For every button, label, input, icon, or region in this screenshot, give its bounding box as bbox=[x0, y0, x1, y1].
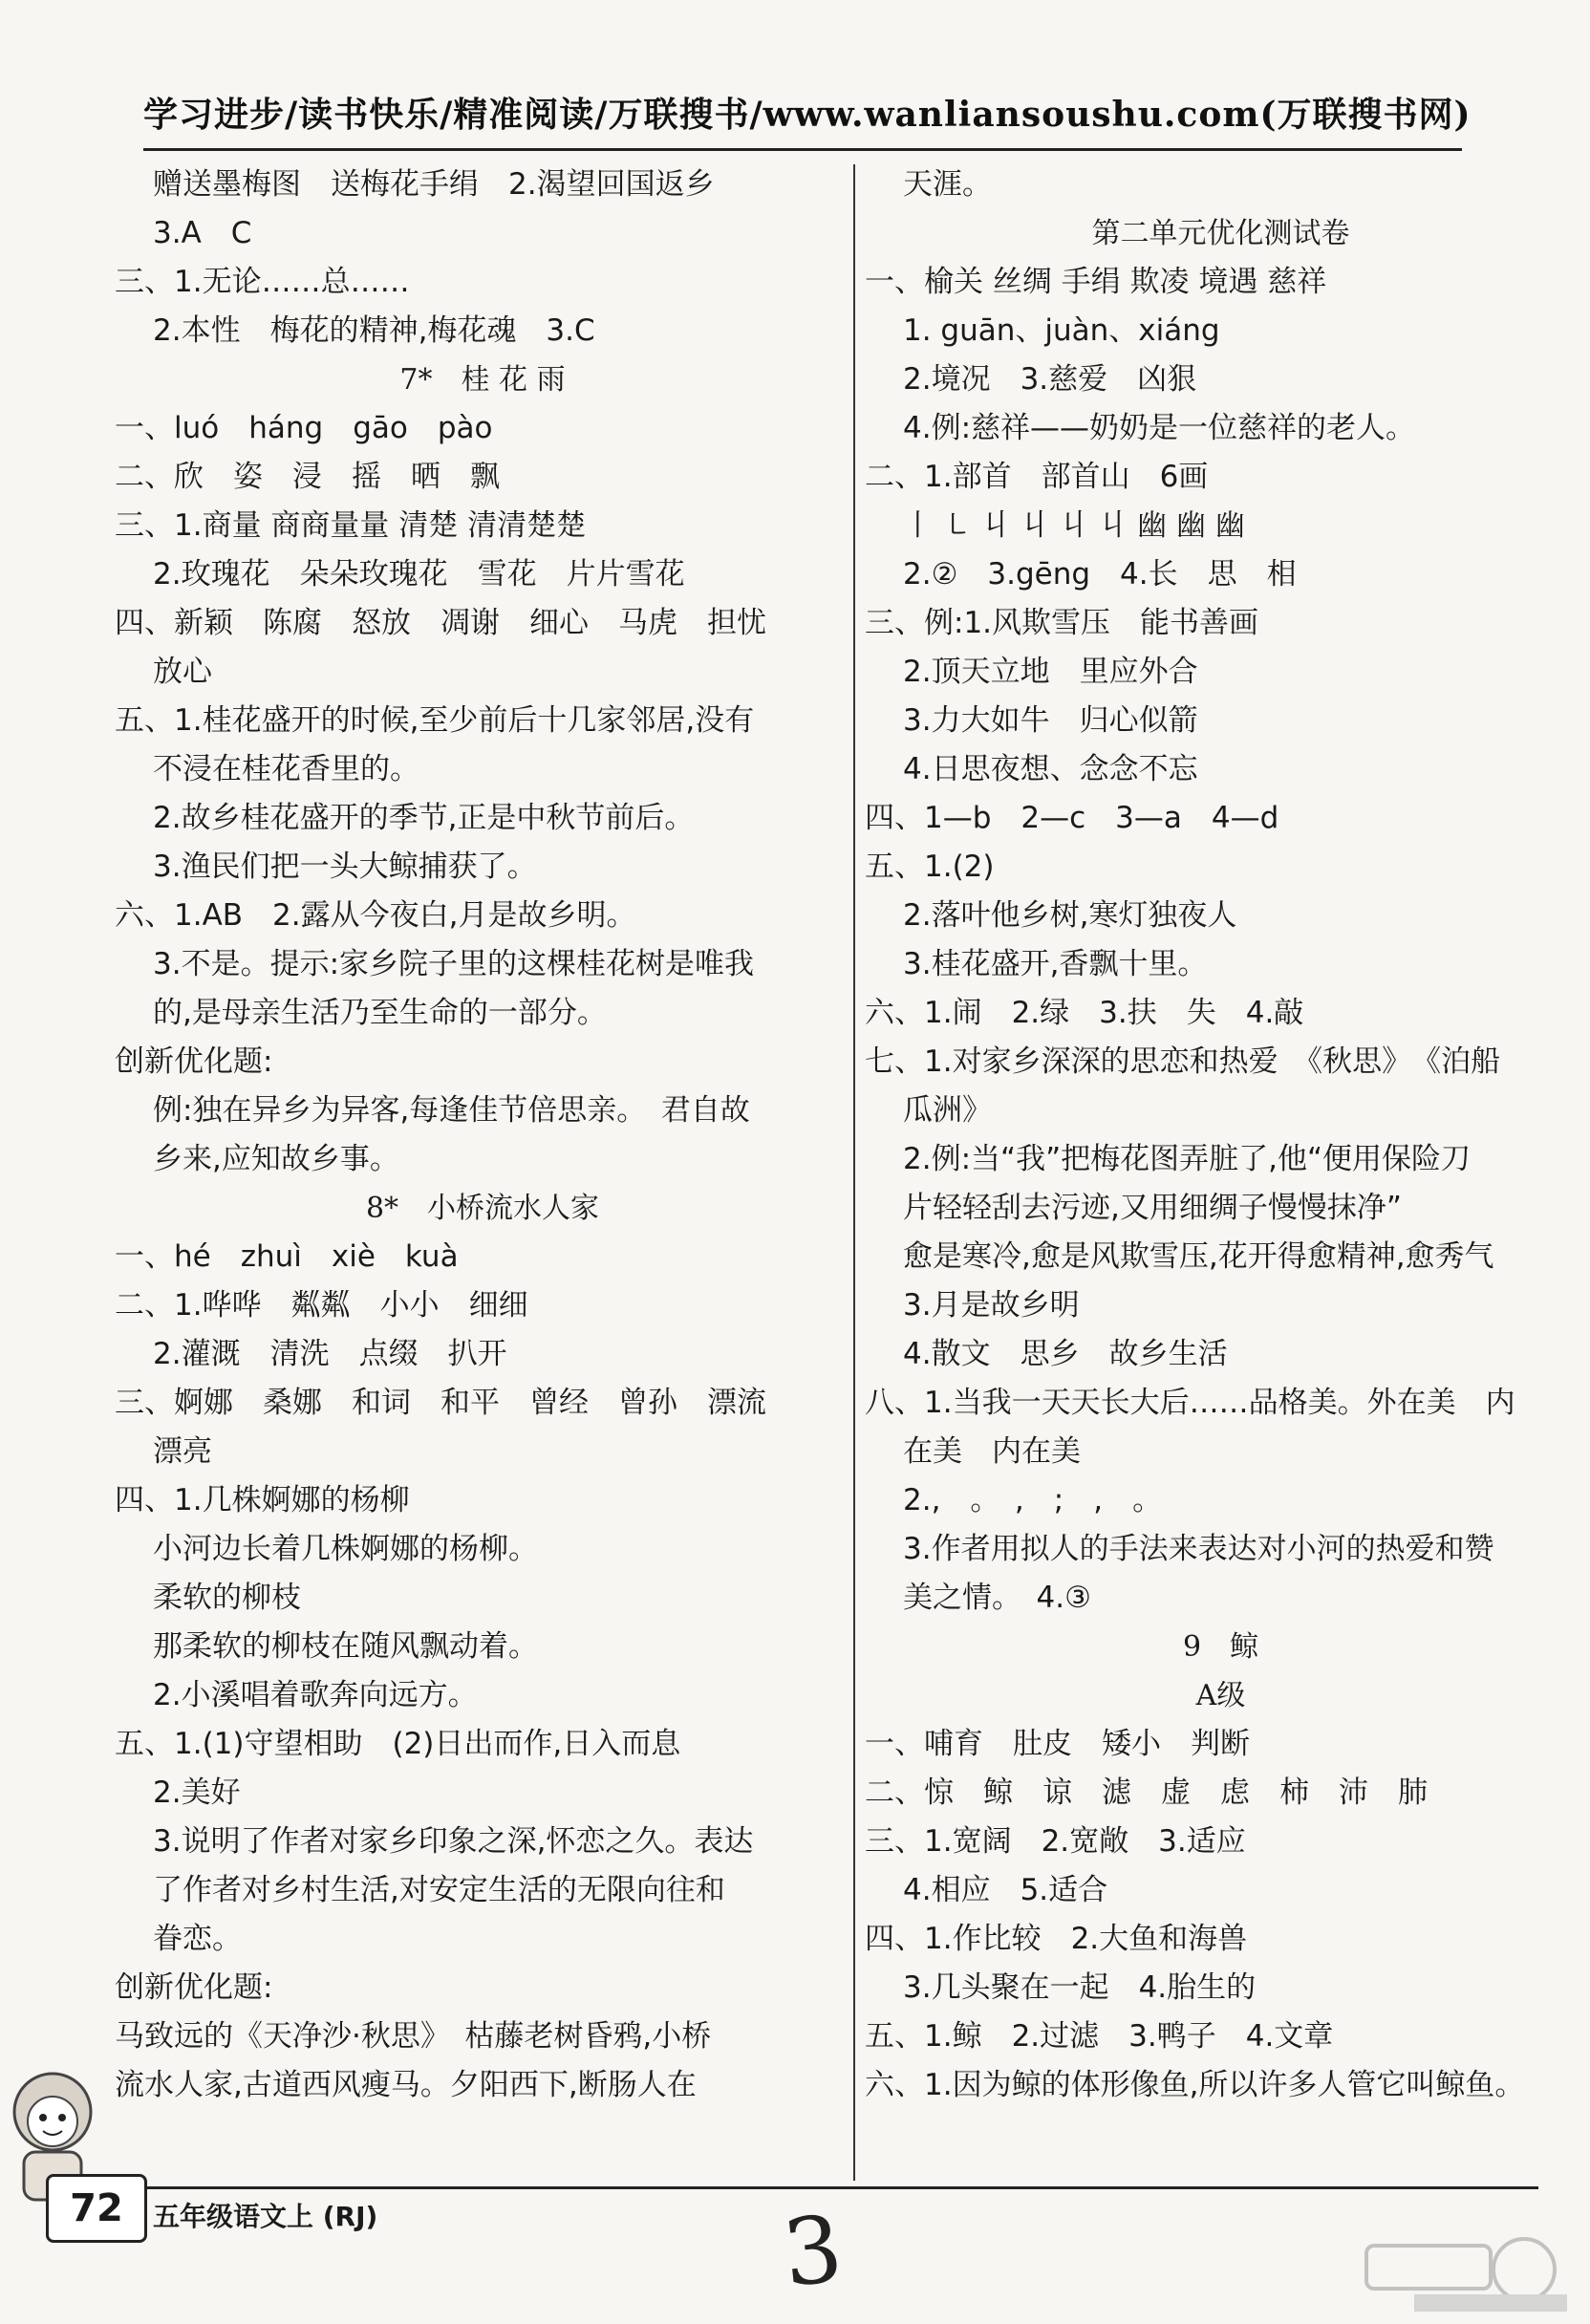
column-divider bbox=[853, 164, 855, 2181]
footer-rule bbox=[143, 2186, 1538, 2189]
left-line: 三、1.无论……总…… bbox=[115, 265, 410, 299]
left-line: 四、1.几株婀娜的杨柳 bbox=[115, 1483, 410, 1517]
left-line: 二、欣 姿 浸 摇 晒 飘 bbox=[115, 460, 500, 494]
left-line: 柔软的柳枝 bbox=[153, 1581, 301, 1615]
right-line: 第二单元优化测试卷 bbox=[1091, 217, 1350, 250]
left-line: 眷恋。 bbox=[153, 1922, 242, 1956]
right-line: 2.落叶他乡树,寒灯独夜人 bbox=[903, 898, 1237, 933]
right-line: 4.例:慈祥——奶奶是一位慈祥的老人。 bbox=[903, 411, 1416, 445]
left-line: 7* 桂 花 雨 bbox=[399, 363, 566, 397]
right-line: 片轻轻刮去污迹,又用细绸子慢慢抹净” bbox=[903, 1191, 1402, 1225]
right-line: 二、惊 鲸 谅 滤 虚 虑 柿 沛 肺 bbox=[865, 1775, 1428, 1810]
left-line: 六、1.AB 2.露从今夜白,月是故乡明。 bbox=[115, 898, 636, 933]
right-line: 3.月是故乡明 bbox=[903, 1288, 1080, 1323]
right-line: 瓜洲》 bbox=[903, 1093, 992, 1128]
left-line: 放心 bbox=[153, 655, 212, 689]
right-line: 五、1.(2) bbox=[865, 850, 995, 884]
left-line: 2.玫瑰花 朵朵玫瑰花 雪花 片片雪花 bbox=[153, 557, 685, 592]
book-label: 五年级语文上 (RJ) bbox=[153, 2201, 378, 2232]
left-line: 一、luó háng gāo pào bbox=[115, 411, 493, 445]
page-header: 学习进步/读书快乐/精准阅读/万联搜书/www.wanliansoushu.com(万联搜书网) bbox=[143, 95, 1472, 135]
right-line: 一、哺育 肚皮 矮小 判断 bbox=[865, 1727, 1250, 1761]
right-line: 3.几头聚在一起 4.胎生的 bbox=[903, 1970, 1257, 2005]
left-line: 一、hé zhuì xiè kuà bbox=[115, 1239, 459, 1274]
right-line: 4.相应 5.适合 bbox=[903, 1873, 1108, 1907]
right-line: 2.② 3.gēng 4.长 思 相 bbox=[903, 557, 1297, 592]
left-line: 2.本性 梅花的精神,梅花魂 3.C bbox=[153, 313, 595, 348]
left-line: 2.故乡桂花盛开的季节,正是中秋节前后。 bbox=[153, 801, 695, 835]
left-line: 马致远的《天净沙·秋思》 枯藤老树昏鸦,小桥 bbox=[115, 2019, 712, 2054]
right-line: 9 鲸 bbox=[1182, 1630, 1259, 1664]
left-line: 五、1.(1)守望相助 (2)日出而作,日入而息 bbox=[115, 1727, 681, 1761]
left-line: 3.不是。提示:家乡院子里的这棵桂花树是唯我 bbox=[153, 947, 755, 981]
left-line: 8* 小桥流水人家 bbox=[365, 1192, 600, 1225]
right-line: 六、1.闹 2.绿 3.扶 失 4.敲 bbox=[865, 996, 1304, 1030]
right-line: 三、例:1.风欺雪压 能书善画 bbox=[865, 606, 1259, 640]
right-line: 2., 。 , ; , 。 bbox=[903, 1483, 1163, 1517]
right-line: 五、1.鲸 2.过滤 3.鸭子 4.文章 bbox=[865, 2019, 1334, 2054]
left-line: 的,是母亲生活乃至生命的一部分。 bbox=[153, 996, 607, 1030]
left-line: 3.渔民们把一头大鲸捕获了。 bbox=[153, 850, 537, 884]
right-line: 一、榆关 丝绸 手绢 欺凌 境遇 慈祥 bbox=[865, 265, 1327, 299]
left-line: 流水人家,古道西风瘦马。夕阳西下,断肠人在 bbox=[115, 2068, 697, 2102]
right-line: 3.力大如牛 归心似箭 bbox=[903, 703, 1198, 738]
left-line: 3.说明了作者对家乡印象之深,怀恋之久。表达 bbox=[153, 1824, 754, 1859]
right-column bbox=[865, 161, 1577, 2110]
left-line: 乡来,应知故乡事。 bbox=[153, 1142, 399, 1176]
handwritten-mark: 3 bbox=[778, 2195, 848, 2308]
left-column bbox=[115, 161, 850, 2110]
page-number: 72 bbox=[46, 2174, 147, 2243]
left-line: 3.A C bbox=[153, 216, 252, 250]
right-line: 四、1.作比较 2.大鱼和海兽 bbox=[865, 1922, 1248, 1956]
left-line: 创新优化题: bbox=[115, 1970, 273, 2005]
left-line: 2.美好 bbox=[153, 1775, 241, 1810]
right-line: 2.例:当“我”把梅花图弄脏了,他“便用保险刀 bbox=[903, 1142, 1472, 1176]
header-rule bbox=[143, 148, 1462, 151]
right-line: 美之情。 4.③ bbox=[903, 1581, 1091, 1615]
right-line: 2.顶天立地 里应外合 bbox=[903, 655, 1198, 689]
left-line: 2.小溪唱着歌奔向远方。 bbox=[153, 1678, 478, 1712]
left-line: 三、婀娜 桑娜 和词 和平 曾经 曾孙 漂流 bbox=[115, 1386, 766, 1420]
right-line: 4.散文 思乡 故乡生活 bbox=[903, 1337, 1228, 1371]
left-line: 三、1.商量 商商量量 清楚 清清楚楚 bbox=[115, 508, 587, 543]
left-line: 四、新颖 陈腐 怒放 凋谢 细心 马虎 担忧 bbox=[115, 606, 766, 640]
left-line: 创新优化题: bbox=[115, 1044, 273, 1079]
right-line: 3.桂花盛开,香飘十里。 bbox=[903, 947, 1208, 981]
left-line: 漂亮 bbox=[153, 1434, 212, 1469]
right-line: 2.境况 3.慈爱 凶狠 bbox=[903, 362, 1197, 397]
right-line: 四、1—b 2—c 3—a 4—d bbox=[865, 801, 1279, 835]
left-line: 五、1.桂花盛开的时候,至少前后十几家邻居,没有 bbox=[115, 703, 755, 738]
left-line: 不浸在桂花香里的。 bbox=[153, 752, 419, 786]
right-line: 丨 ㇄ 丩 丩 丩 丩 幽 幽 幽 bbox=[903, 508, 1245, 543]
right-line: 八、1.当我一天天长大后……品格美。外在美 内 bbox=[865, 1386, 1515, 1420]
left-line: 例:独在异乡为异客,每逢佳节倍思亲。 君自故 bbox=[153, 1093, 750, 1128]
right-line: 六、1.因为鲸的体形像鱼,所以许多人管它叫鲸鱼。 bbox=[865, 2068, 1525, 2102]
right-line: 愈是寒冷,愈是风欺雪压,花开得愈精神,愈秀气 bbox=[903, 1239, 1494, 1274]
right-line: 1. guān、juàn、xiáng bbox=[903, 313, 1220, 348]
left-line: 赠送墨梅图 送梅花手绢 2.渴望回国返乡 bbox=[153, 167, 715, 202]
right-line: 3.作者用拟人的手法来表达对小河的热爱和赞 bbox=[903, 1532, 1494, 1566]
watermark-logo-icon bbox=[1357, 2231, 1577, 2317]
left-line: 小河边长着几株婀娜的杨柳。 bbox=[153, 1532, 538, 1566]
right-line: 七、1.对家乡深深的思恋和热爱 《秋思》 《泊船 bbox=[865, 1044, 1501, 1079]
left-line: 2.灌溉 清洗 点缀 扒开 bbox=[153, 1337, 507, 1371]
right-line: 二、1.部首 部首山 6画 bbox=[865, 460, 1209, 494]
left-line: 那柔软的柳枝在随风飘动着。 bbox=[153, 1629, 538, 1664]
right-line: A级 bbox=[1195, 1679, 1246, 1712]
left-line: 二、1.哗哗 粼粼 小小 细细 bbox=[115, 1288, 528, 1323]
right-line: 天涯。 bbox=[903, 167, 992, 202]
right-line: 4.日思夜想、念念不忘 bbox=[903, 752, 1198, 786]
right-line: 在美 内在美 bbox=[903, 1434, 1081, 1469]
left-line: 了作者对乡村生活,对安定生活的无限向往和 bbox=[153, 1873, 725, 1907]
right-line: 三、1.宽阔 2.宽敞 3.适应 bbox=[865, 1824, 1246, 1859]
